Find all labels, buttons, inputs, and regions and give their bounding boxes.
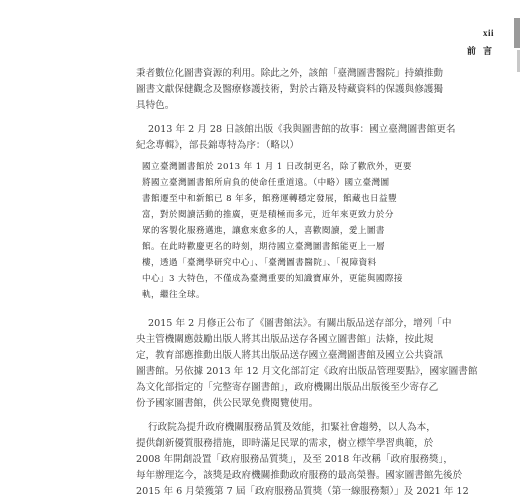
quote-line: 富，對於閱讀活動的推廣，更是積極而多元，近年來更致力於分 (142, 210, 394, 220)
body-line: 秉者數位化圖書資源的利用。除此之外，該館「臺灣圖書醫院」持續推動 (136, 68, 443, 79)
body-line: 圖書文獻保健觀念及醫療修護技術，對於古籍及特藏資料的保護與修護獨 (136, 84, 443, 95)
body-line: 具特色。 (136, 100, 175, 111)
quote-line: 中心」3 大特色，不僅成為臺灣重要的知識寶庫外，更能與國際接 (142, 274, 403, 284)
body-line: 2015 年 6 月榮獲第 7 屆「政府服務品質獎（第一線服務類）」及 2021 年 12 (136, 486, 469, 497)
body-line: 2015 年 2 月修正公布了《圖書館法》。有關出版品送存部分，增列「中 (148, 318, 452, 329)
quote-line: 將國立臺灣圖書館所肩負的使命任重道遠。（中略）國立臺灣圖 (142, 178, 390, 188)
body-line: 紀念專輯》，部長錦專特為序：（略以） (136, 140, 300, 151)
body-line: 份予國家圖書館，供公民眾免費閱覽使用。 (136, 398, 319, 409)
quote-line: 軌，繼往全球。 (142, 290, 205, 300)
running-head: 前 言 (466, 47, 494, 57)
body-line: 提供創新優質服務措施，即時滿足民眾的需求，樹立標竿學習典範，於 (136, 438, 434, 449)
body-line: 行政院為提升政府機關服務品質及效能，扣緊社會趨勢，以人為本， (148, 422, 436, 433)
body-line: 2008 年開創設置「政府服務品質獎」，及至 2018 年改稱「政府服務獎」， (136, 454, 454, 465)
quote-line: 樓，透過「臺灣學研究中心」、「臺灣圖書醫院」、「視障資料 (142, 258, 377, 268)
page-number: xii (482, 28, 494, 38)
body-line: 定，教育部應推動出版人將其出版品送存國立臺灣圖書館及國立公共資訊 (136, 350, 443, 361)
quote-line: 眾的客製化服務邁進，讓愈來愈多的人，喜歡閱讀，愛上圖書 (142, 226, 385, 236)
body-line: 每年辦理迄今，該獎是政府機關推動政府服務的最高榮譽。國家圖書館先後於 (136, 470, 463, 481)
quote-line: 書館遷至中和新館已 8 年多，館務運轉穩定發展，館藏也日益豐 (142, 194, 397, 204)
body-line: 央主管機關應鼓勵出版人將其出版品送存各國立圖書館」法條，按此規 (136, 334, 434, 345)
quote-line: 國立臺灣圖書館於 2013 年 1 月 1 日改制更名，除了歡欣外，更要 (142, 162, 412, 172)
body-line: 圖書館。另依據 2013 年 12 月文化部訂定《政府出版品管理要點》，國家圖書館 (136, 366, 478, 377)
body-line: 2013 年 2 月 28 日該館出版《我與圖書館的故事：國立臺灣圖書館更名 (148, 124, 456, 135)
page-edge-tab (514, 18, 520, 48)
quote-line: 館。在此時歡慶更名的時刻，期待國立臺灣圖書館能更上一層 (142, 242, 385, 252)
body-line: 為文化部指定的「完整寄存圖書館」，政府機關出版品出版後至少寄存乙 (136, 382, 439, 393)
